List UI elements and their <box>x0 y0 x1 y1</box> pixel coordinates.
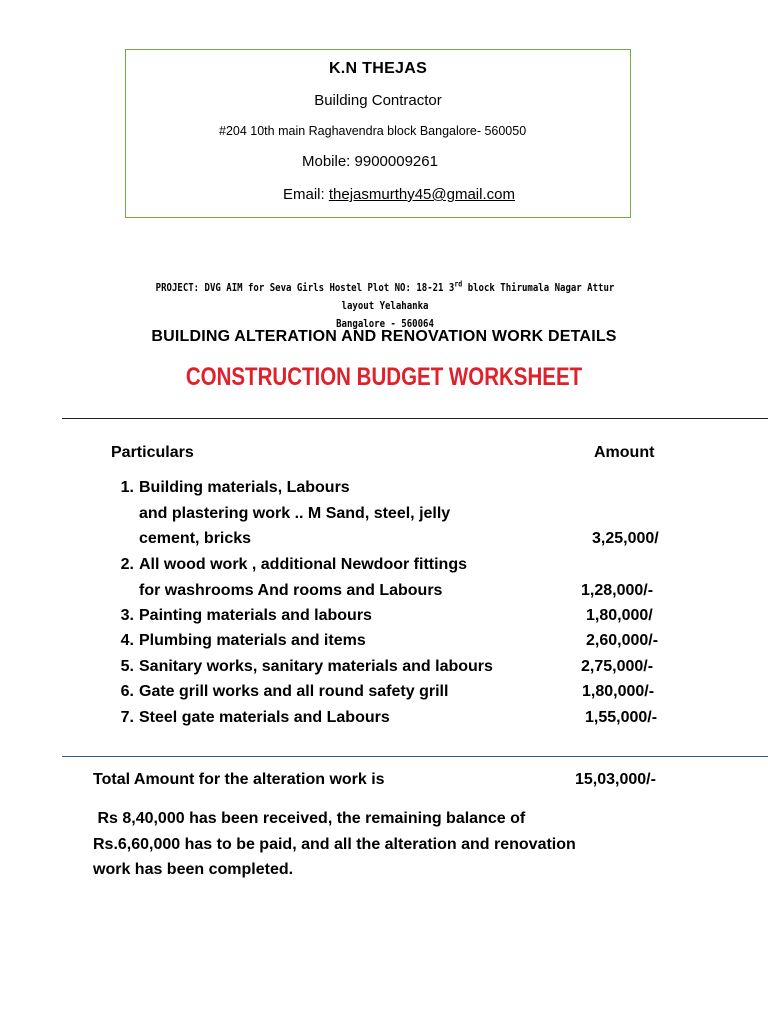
contractor-name: K.N THEJAS <box>328 60 428 77</box>
project-line2: Bangalore - 560064 <box>336 317 434 330</box>
note-line: work has been completed. <box>93 861 294 878</box>
item-line: Sanitary works, sanitary materials and labours <box>139 658 493 675</box>
item-line: All wood work , additional Newdoor fittings <box>139 556 467 573</box>
amount-header: Amount <box>594 444 655 461</box>
email-label: Email: <box>283 186 329 203</box>
item-line: Painting materials and labours <box>139 607 372 624</box>
section-heading: BUILDING ALTERATION AND RENOVATION WORK DETAILS <box>151 328 617 345</box>
project-description <box>151 279 618 333</box>
letterhead-box <box>125 49 631 218</box>
divider-bottom <box>62 756 768 757</box>
project-line1-a: PROJECT: DVG AIM for Seva Girls Hostel Plot NO: 18-21 3 <box>155 281 455 294</box>
contractor-role: Building Contractor <box>314 92 442 109</box>
project-line1-sup: rd <box>454 279 463 289</box>
item-amount: 1,80,000/- <box>582 683 655 700</box>
item-number: 3. <box>120 607 134 624</box>
item-number: 6. <box>120 683 134 700</box>
project-line1-b: block Thirumala Nagar Attur layout Yelahanka <box>341 281 615 312</box>
particulars-header: Particulars <box>111 444 194 461</box>
payment-note <box>93 806 673 883</box>
email-link[interactable]: thejasmurthy45@gmail.com <box>328 186 515 203</box>
item-line: Steel gate materials and Labours <box>139 709 390 726</box>
item-number: 1. <box>120 479 134 496</box>
item-line: and plastering work .. M Sand, steel, jelly <box>139 505 451 522</box>
item-number: 7. <box>120 709 134 726</box>
item-amount: 1,55,000/- <box>585 709 658 726</box>
item-amount: 2,75,000/- <box>581 658 654 675</box>
worksheet-title: CONSTRUCTION BUDGET WORKSHEET <box>185 363 583 391</box>
item-line: Building materials, Labours <box>139 479 350 496</box>
divider-top <box>62 418 768 419</box>
item-number: 4. <box>120 632 134 649</box>
note-line: Rs 8,40,000 has been received, the remaining balance of <box>93 810 526 827</box>
item-amount: 1,80,000/ <box>586 607 653 624</box>
contractor-email <box>283 186 515 203</box>
item-amount: 3,25,000/ <box>592 530 659 547</box>
contractor-mobile: Mobile: 9900009261 <box>302 153 438 170</box>
item-line: for washrooms And rooms and Labours <box>139 582 443 599</box>
item-number: 5. <box>120 658 134 675</box>
item-amount: 1,28,000/- <box>581 582 654 599</box>
total-label: Total Amount for the alteration work is <box>93 771 385 788</box>
contractor-address: #204 10th main Raghavendra block Bangalore- 560050 <box>219 124 527 138</box>
item-line: Plumbing materials and items <box>139 632 366 649</box>
item-amount: 2,60,000/- <box>586 632 659 649</box>
item-line: cement, bricks <box>139 530 252 547</box>
note-line: Rs.6,60,000 has to be paid, and all the alteration and renovation <box>93 835 576 853</box>
item-line: Gate grill works and all round safety grill <box>139 683 449 700</box>
total-value: 15,03,000/- <box>575 771 656 788</box>
item-number: 2. <box>120 556 134 573</box>
